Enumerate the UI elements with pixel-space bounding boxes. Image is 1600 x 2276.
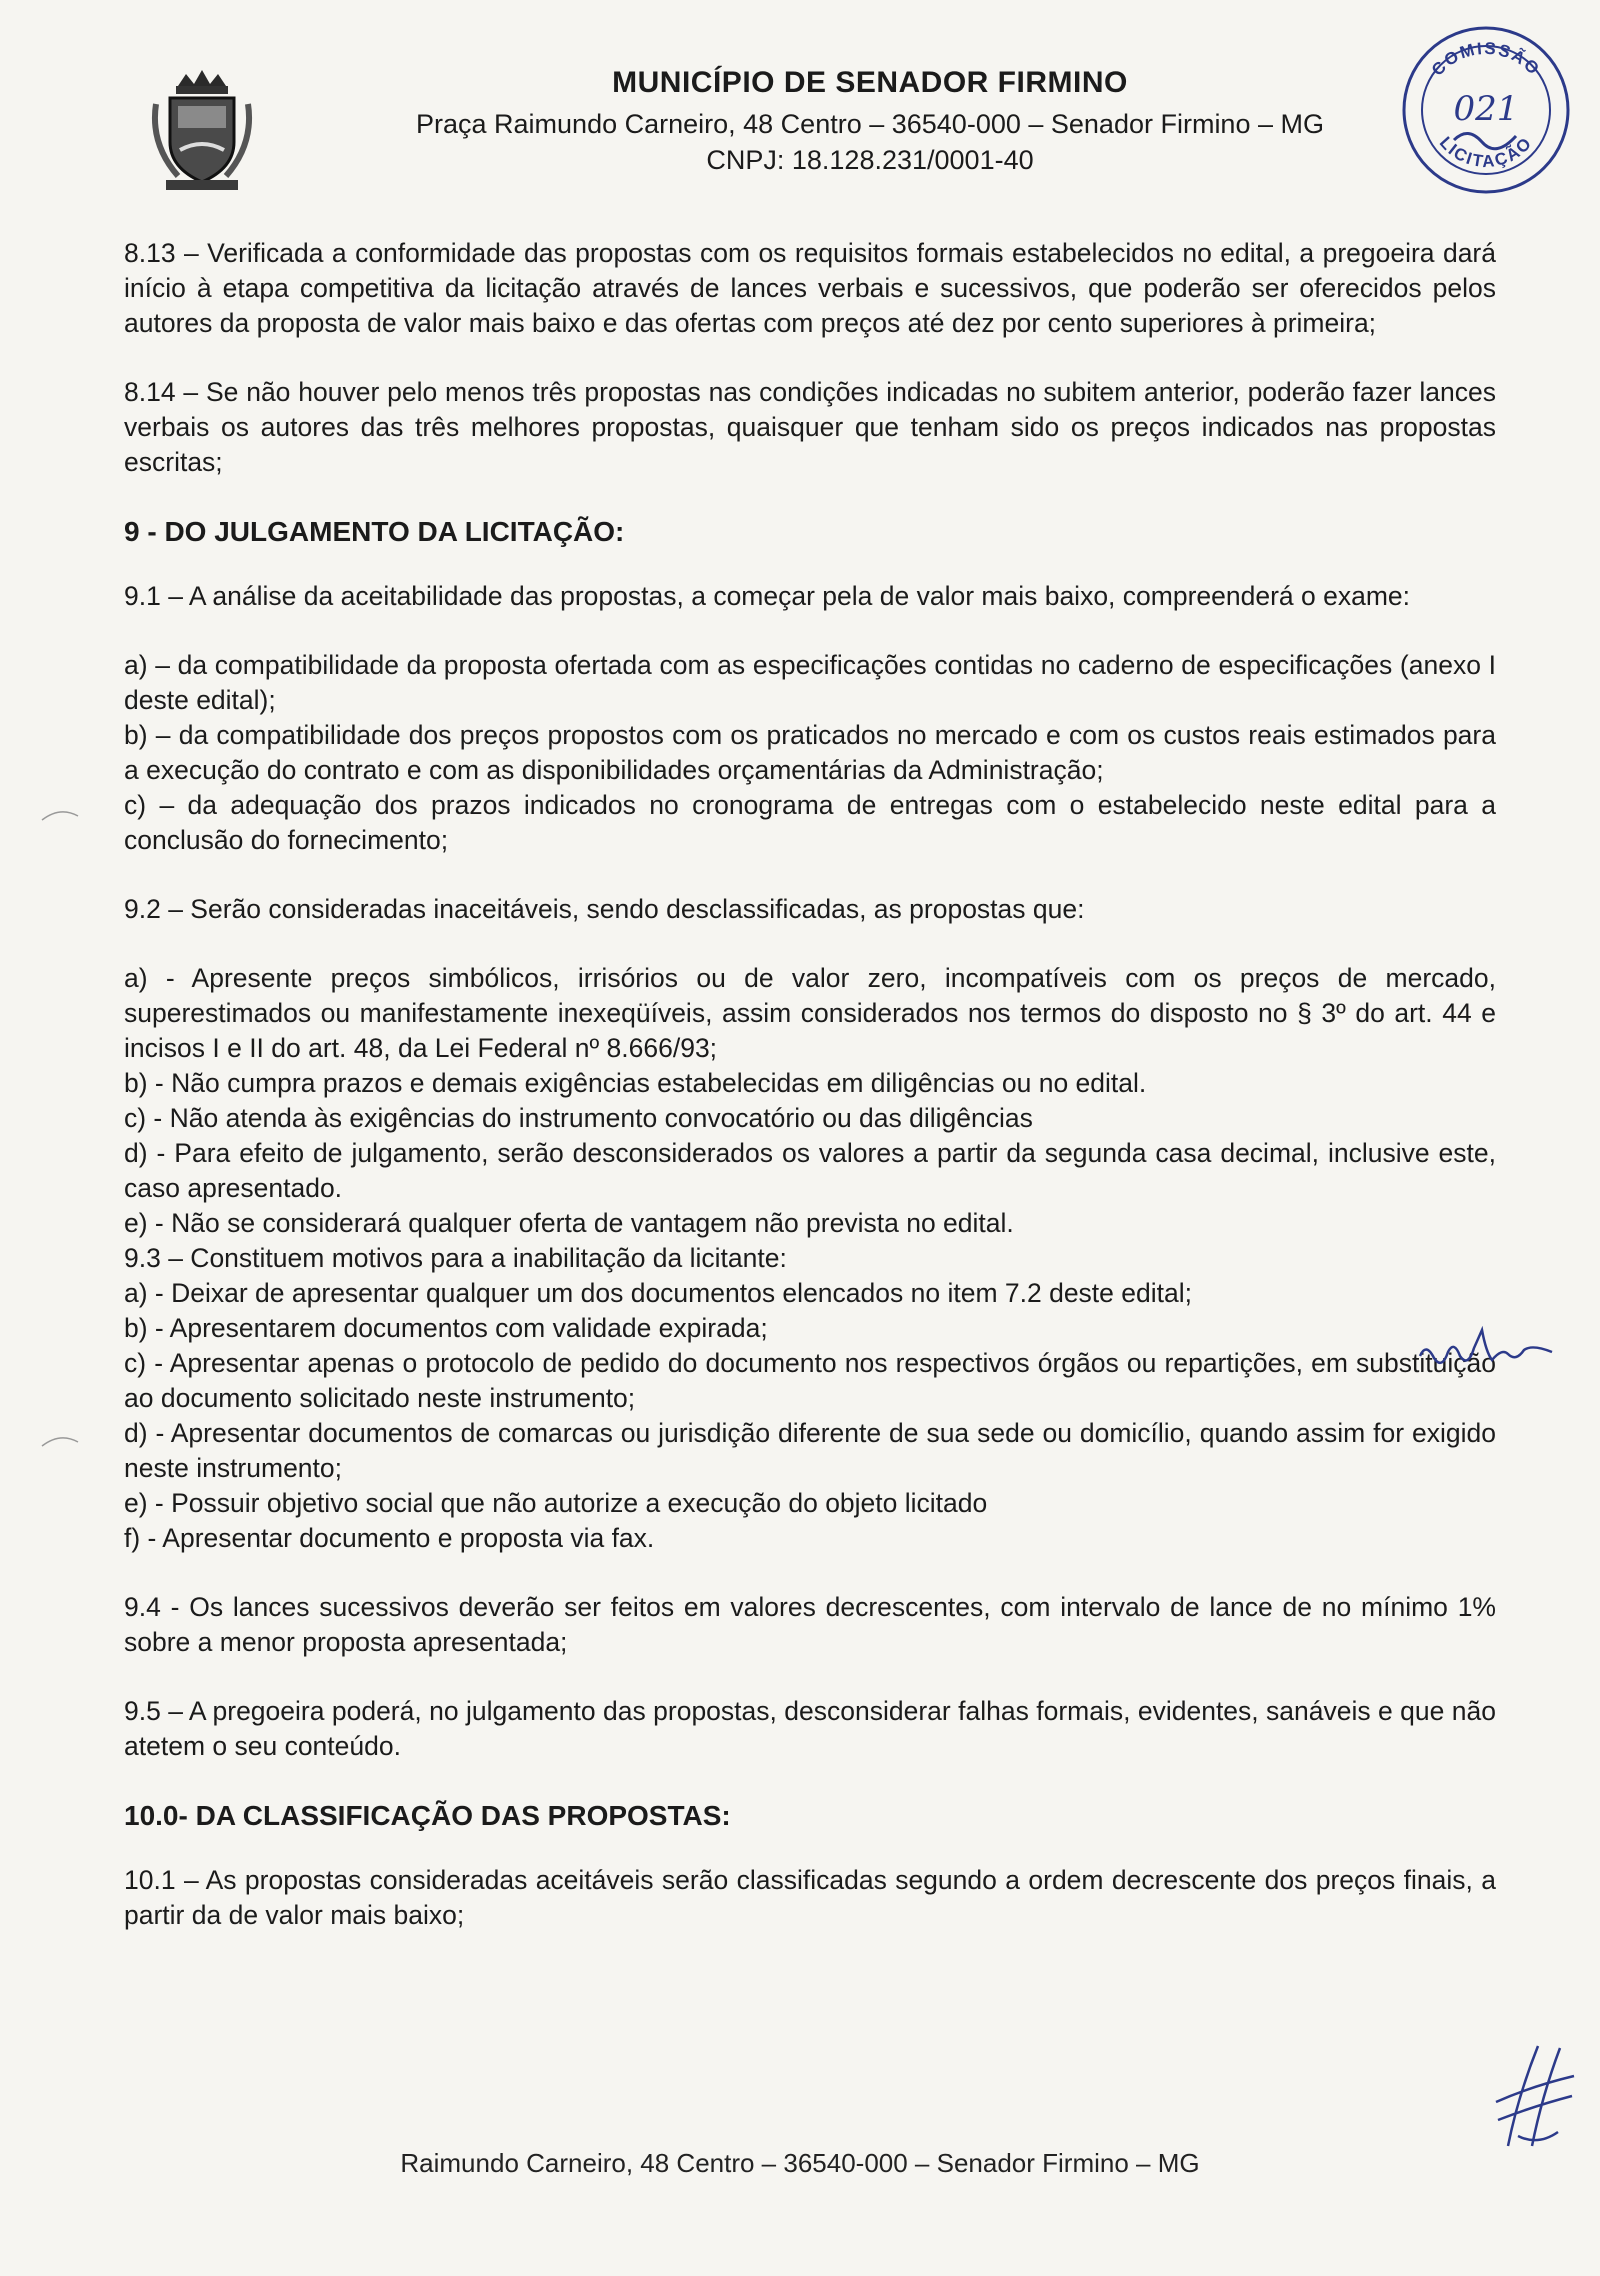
paragraph-9-2-c: c) - Não atenda às exigências do instrumento convocatório ou das diligências [124, 1103, 1033, 1133]
section-heading-10: 10.0- DA CLASSIFICAÇÃO DAS PROPOSTAS: [124, 1800, 731, 1831]
margin-mark [40, 1432, 80, 1448]
letterhead [330, 66, 1410, 178]
municipality-address: Praça Raimundo Carneiro, 48 Centro – 36540-000 – Senador Firmino – MG [416, 109, 1324, 139]
paragraph-8-13: 8.13 – Verificada a conformidade das propostas com os requisitos formais estabelecidos no edital, a pregoeira dará início à etapa competitiva da licitação através de lances verbais e sucessivos, que poderão ser oferecidos pelos autores da proposta de valor mais baixo e das ofertas com preços até dez por cento superiores à primeira; [124, 238, 1496, 338]
paragraph-9-3-d: d) - Apresentar documentos de comarcas ou jurisdição diferente de sua sede ou domicílio, quando assim for exigido neste instrumento; [124, 1418, 1496, 1483]
paragraph-9-1-b: b) – da compatibilidade dos preços propostos com os praticados no mercado e com os custos reais estimados para a execução do contrato e com as disponibilidades orçamentárias da Administração; [124, 720, 1496, 785]
paragraph-9-1-c: c) – da adequação dos prazos indicados no cronograma de entregas com o estabelecido neste edital para a conclusão do fornecimento; [124, 790, 1496, 855]
stamp-bottom-text: LICITAÇÃO [1435, 132, 1537, 172]
paragraph-9-1: 9.1 – A análise da aceitabilidade das propostas, a começar pela de valor mais baixo, compreenderá o exame: [124, 581, 1411, 611]
stamp-top-text: COMISSÃO [1427, 38, 1545, 80]
paragraph-9-3-a: a) - Deixar de apresentar qualquer um dos documentos elencados no item 7.2 deste edital; [124, 1278, 1192, 1308]
paragraph-10-1: 10.1 – As propostas consideradas aceitáveis serão classificadas segundo a ordem decrescente dos preços finais, a partir da de valor mais baixo; [124, 1865, 1496, 1930]
commission-stamp [1398, 22, 1574, 198]
paragraph-9-2-e: e) - Não se considerará qualquer oferta de vantagem não prevista no edital. [124, 1208, 1014, 1238]
paragraph-9-2-a: a) - Apresente preços simbólicos, irrisórios ou de valor zero, incompatíveis com os preços de mercado, superestimados ou manifestamente inexeqüíveis, assim considerados nos termos do disposto no § 3º do art. 44 e incisos I e II do art. 48, da Lei Federal nº 8.666/93; [124, 963, 1496, 1063]
document-body [124, 236, 1496, 1933]
paragraph-8-14: 8.14 – Se não houver pelo menos três propostas nas condições indicadas no subitem anterior, poderão fazer lances verbais os autores das três melhores propostas, quaisquer que tenham sido os preços indicados nas propostas escritas; [124, 377, 1496, 477]
paragraph-9-2-d: d) - Para efeito de julgamento, serão desconsiderados os valores a partir da segunda casa decimal, inclusive este, caso apresentado. [124, 1138, 1496, 1203]
municipality-cnpj: CNPJ: 18.128.231/0001-40 [706, 145, 1034, 175]
municipality-title: MUNICÍPIO DE SENADOR FIRMINO [612, 66, 1128, 99]
page-footer: Raimundo Carneiro, 48 Centro – 36540-000 – Senador Firmino – MG [400, 2148, 1200, 2178]
handwritten-rubric-signature [1412, 1318, 1562, 1378]
paragraph-9-2-b: b) - Não cumpra prazos e demais exigências estabelecidas em diligências ou no edital. [124, 1068, 1147, 1098]
paragraph-9-3-e: e) - Possuir objetivo social que não autorize a execução do objeto licitado [124, 1488, 988, 1518]
paragraph-9-3: 9.3 – Constituem motivos para a inabilitação da licitante: [124, 1243, 787, 1273]
paragraph-9-2: 9.2 – Serão consideradas inaceitáveis, sendo desclassificadas, as propostas que: [124, 894, 1085, 924]
section-heading-9: 9 - DO JULGAMENTO DA LICITAÇÃO: [124, 516, 625, 547]
paragraph-9-4: 9.4 - Os lances sucessivos deverão ser feitos em valores decrescentes, com intervalo de lance de no mínimo 1% sobre a menor proposta apresentada; [124, 1592, 1496, 1657]
paragraph-9-3-c: c) - Apresentar apenas o protocolo de pedido do documento nos respectivos órgãos ou repartições, em substituição ao documento solicitado neste instrumento; [124, 1348, 1496, 1413]
paragraph-9-5: 9.5 – A pregoeira poderá, no julgamento das propostas, desconsiderar falhas formais, evidentes, sanáveis e que não atetem o seu conteúdo. [124, 1696, 1496, 1761]
paragraph-9-1-a: a) – da compatibilidade da proposta ofertada com as especificações contidas no caderno de especificações (anexo I deste edital); [124, 650, 1496, 715]
stamp-number: 021 [1453, 89, 1519, 129]
paragraph-9-3-b: b) - Apresentarem documentos com validade expirada; [124, 1313, 768, 1343]
handwritten-initials [1488, 2036, 1578, 2156]
municipal-coat-of-arms [148, 64, 256, 194]
paragraph-9-3-f: f) - Apresentar documento e proposta via fax. [124, 1523, 655, 1553]
margin-mark [40, 806, 80, 822]
